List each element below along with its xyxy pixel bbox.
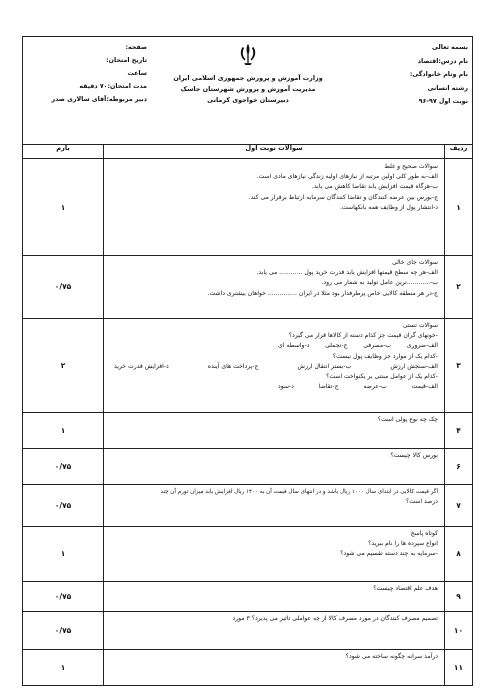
question-line: هدف علم اقتصاد چیست؟ <box>373 585 438 592</box>
exam-sheet <box>22 36 473 686</box>
answer-option: ج-تقاضا <box>318 383 339 391</box>
basmala-text: بسمه تعالی <box>431 44 468 51</box>
exam-date-label: تاریخ امتحان: <box>106 57 147 64</box>
question-line: -کدام یک از عوامل مبتنی بر یکنواخت است؟ <box>326 373 438 381</box>
question-score: ۰/۷۵ <box>54 461 72 471</box>
question-score: ۰/۷۵ <box>54 625 72 635</box>
section-title: کوتاه پاسخ <box>410 530 438 537</box>
answer-options <box>108 382 438 392</box>
question-score: ۱ <box>60 549 66 558</box>
question-content <box>103 159 444 255</box>
page-label: صفحه: <box>125 44 147 51</box>
question-score: ۰/۷۵ <box>54 282 72 291</box>
question-line: -سرمایه به چند دسته تقسیم می شود؟ <box>340 550 438 558</box>
course-name: نام درس:اقتصاد <box>417 57 468 65</box>
question-line: د-انتشار پول از وظایف همه بانکهاست. <box>340 203 438 211</box>
question-row <box>23 255 472 319</box>
school-name: دبیرستان خواجوی کرمانی <box>207 96 289 104</box>
question-content <box>103 611 444 649</box>
question-line: ج-در هر منطقه کالایی خاص پرطرفدار بود مثلا در ایران ............... خواهان بیشتری داشت. <box>207 289 438 297</box>
section-title: سوالات تستی <box>402 322 438 329</box>
answer-option: د-افزایش قدرت خرید <box>114 362 169 370</box>
question-number: ۱۰ <box>444 611 472 649</box>
question-line: درصد است؟ <box>406 498 438 506</box>
answer-options <box>108 362 438 372</box>
question-number: ۱۱ <box>444 649 472 685</box>
question-row <box>23 581 472 612</box>
question-score: ۱ <box>60 662 66 672</box>
header-center <box>148 37 348 144</box>
question-row <box>23 611 472 650</box>
question-number: ۳ <box>444 318 472 412</box>
question-number: ۸ <box>444 526 472 581</box>
student-name-label: نام ونام خانوادگی: <box>409 71 468 78</box>
question-row <box>23 484 472 527</box>
question-score: ۰/۷۵ <box>54 500 72 510</box>
answer-option: الف-سنجش ارزش <box>390 362 438 370</box>
question-line: -کدام یک از موارد جز وظایف پول نیست؟ <box>332 352 438 360</box>
question-row <box>23 412 472 449</box>
question-number: ۹ <box>444 581 472 611</box>
answer-option: ج-تجملی <box>325 342 348 350</box>
question-line: اگر قیمت کالایی در ابتدای سال ۱۰۰۰ ریال باشد و در انتهای سال قیمت آن به ۱۴۰۰ ریال افزایش یابد میزان تورم آن چند <box>160 489 438 495</box>
question-line: بورس کالا چیست؟ <box>390 452 438 459</box>
answer-option: الف-ضروری <box>406 342 438 350</box>
column-header-row-number: ردیف <box>444 144 472 158</box>
question-line: ب-هرگاه قیمت افزایش یابد تقاضا کاهش می یابد. <box>312 183 438 191</box>
question-score: ۱ <box>60 425 66 435</box>
question-number: ۲ <box>444 255 472 318</box>
question-line: -خونهای گران قیمت جز کدام دسته از کالاها قرار می گیرد؟ <box>288 332 438 340</box>
answer-option: د-واسطه ای <box>278 342 310 350</box>
question-content <box>103 255 444 318</box>
question-row <box>23 649 472 685</box>
question-number: ۱ <box>444 159 472 255</box>
question-content <box>103 318 444 412</box>
answer-options <box>108 341 438 351</box>
question-score: ۰/۷۵ <box>54 591 72 601</box>
exam-time-label: ساعت <box>127 70 147 77</box>
question-line: الف-هر چه سطح قیمتها افزایش یابد قدرت خرید پول ............ می یابد. <box>256 269 438 277</box>
question-content <box>103 448 444 484</box>
field-of-study: رشته انسانی <box>427 84 468 92</box>
header-right-info <box>348 37 468 144</box>
question-score: ۱ <box>60 202 66 212</box>
question-content <box>103 484 444 526</box>
section-title: سوالات صحیح و غلط <box>384 163 438 170</box>
question-row <box>23 448 472 485</box>
question-line: درآمد سرانه چگونه ساخته می شود؟ <box>345 653 438 660</box>
answer-option: ج-پرداخت های آینده <box>207 362 259 370</box>
section-title: سوالات جای خالی <box>392 259 438 266</box>
directorate-name: مدیریت آموزش و پرورش شهرستان جاسک <box>180 85 316 93</box>
question-number: ۷ <box>444 484 472 526</box>
exam-term: نوبت اول ۹۷-۹۶ <box>418 98 468 105</box>
question-line: ب-............ترین عامل تولید به شمار می رود. <box>321 279 438 287</box>
question-row <box>23 526 472 582</box>
question-number: ۴ <box>444 412 472 448</box>
iran-emblem-icon <box>235 41 261 67</box>
answer-option: د-سود <box>278 383 294 391</box>
question-line: انواع سپرده ها را نام ببرید؟ <box>368 540 438 548</box>
exam-duration: مدت امتحان:۷۰ دقیقه <box>79 83 147 90</box>
ministry-name: وزارت آموزش و پرورش جمهوری اسلامی ایران <box>173 74 323 82</box>
question-row <box>23 318 472 413</box>
question-score: ۲ <box>60 360 66 370</box>
answer-option: ب-عرضه <box>363 383 387 391</box>
question-line: چک چه نوع پولی است؟ <box>377 416 438 423</box>
teacher-name: دبیر مربوطه:آقای سالاری صدر <box>51 96 147 103</box>
question-content <box>103 526 444 581</box>
exam-header <box>23 37 472 145</box>
table-header <box>23 144 472 159</box>
question-line: تصمیم مصرف کنندگان در مورد مصرف کالا از چه عواملی تاثیر می پذیرد؟ ۳ مورد <box>232 615 438 622</box>
answer-option: ب-بستر انتقال ارزش <box>297 362 352 370</box>
column-header-questions: سوالات نوبت اول <box>103 144 444 158</box>
question-number: ۶ <box>444 448 472 484</box>
question-content <box>103 649 444 685</box>
question-content <box>103 412 444 448</box>
question-content <box>103 581 444 611</box>
question-row <box>23 159 472 256</box>
answer-option: ب-مصرفی <box>363 342 392 350</box>
answer-option: الف-قیمت <box>411 383 438 391</box>
column-header-score: بارم <box>56 144 70 152</box>
question-line: ج-بورس بین عرضه کنندگان و تقاضا کنندگان سرمایه ارتباط برقرار می کند. <box>248 193 438 201</box>
question-line: الف-به طور کلی اولین مرتبه از نیازهای اولیه زندگی نیازهای مادی است. <box>256 173 438 181</box>
header-left-info <box>27 37 147 144</box>
